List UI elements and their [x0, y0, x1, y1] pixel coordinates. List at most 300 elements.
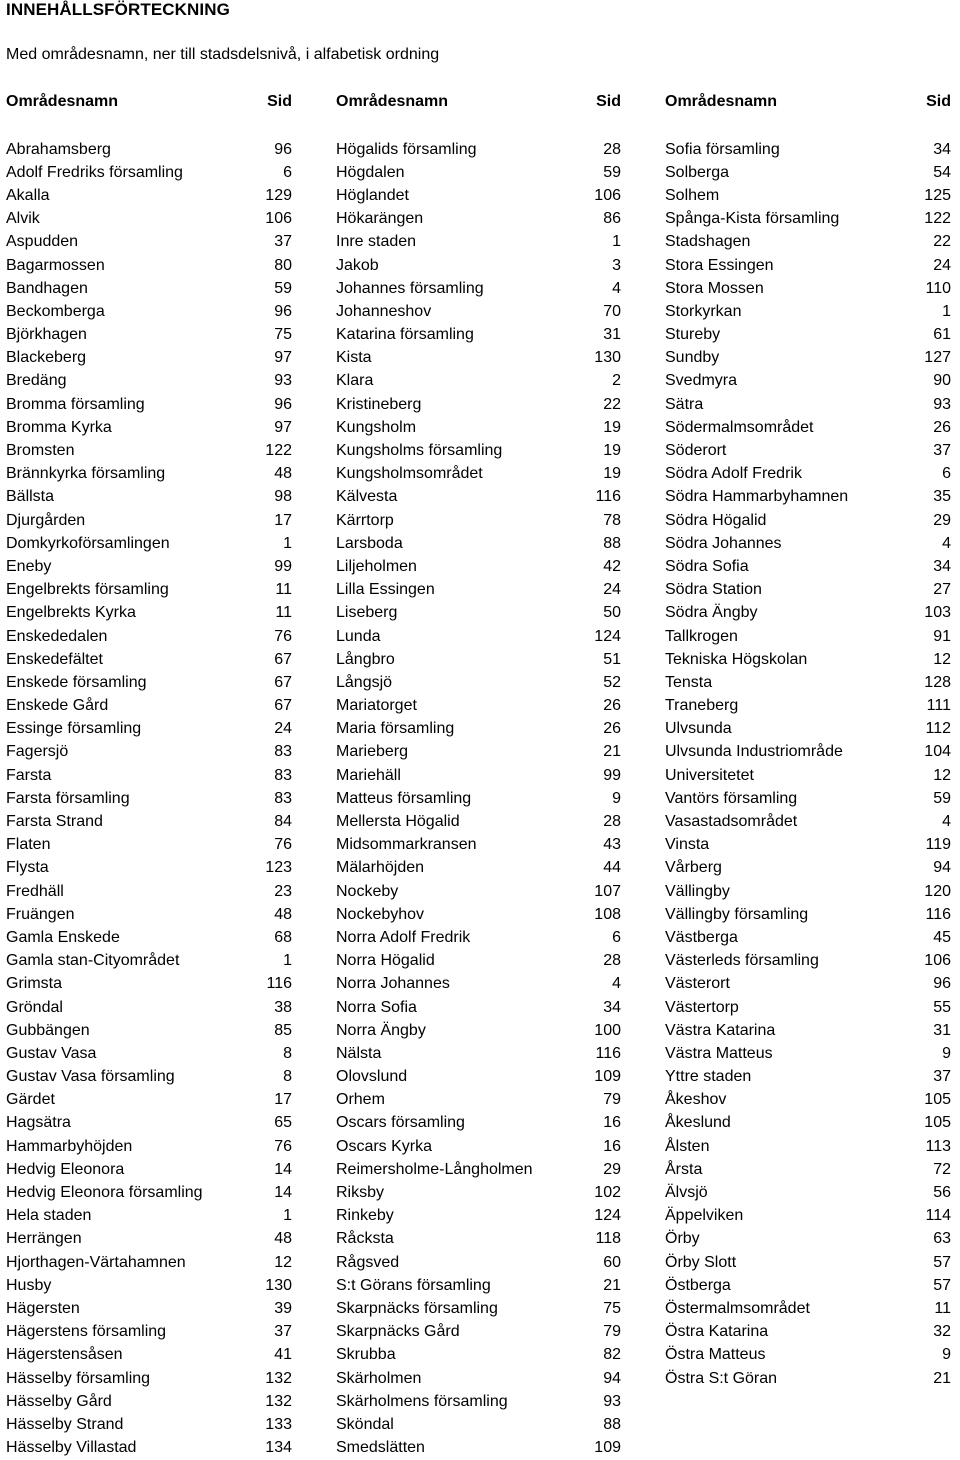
page-number: 29 [933, 511, 951, 529]
page-number: 86 [603, 210, 621, 228]
page-number: 72 [933, 1160, 951, 1178]
page-number: 22 [603, 395, 621, 413]
index-entry [336, 416, 621, 439]
area-name: Engelbrekts församling [6, 581, 169, 599]
index-entry [336, 161, 621, 184]
page-number: 34 [933, 140, 951, 158]
area-name: Västra Katarina [665, 1021, 776, 1039]
index-entry [665, 648, 951, 671]
index-entry [6, 810, 292, 833]
page-number: 106 [265, 210, 292, 228]
index-entry [665, 996, 951, 1019]
area-name: Älvsjö [665, 1184, 708, 1202]
page-number: 120 [924, 882, 951, 900]
area-name: Vantörs församling [665, 789, 798, 807]
page-number: 4 [942, 534, 951, 552]
area-name: Bromma Kyrka [6, 418, 112, 436]
index-entry [6, 1437, 292, 1460]
index-entry [336, 1066, 621, 1089]
header-area-name: Områdesnamn [336, 93, 449, 110]
index-entry [665, 1297, 951, 1320]
index-entry [336, 1390, 621, 1413]
area-name: S:t Görans församling [336, 1276, 491, 1294]
page-number: 107 [594, 882, 621, 900]
area-name: Gröndal [6, 998, 63, 1016]
page-number: 28 [603, 952, 621, 970]
area-name: Råcksta [336, 1230, 394, 1248]
index-entry [665, 416, 951, 439]
area-name: Västerort [665, 975, 730, 993]
page-number: 11 [275, 604, 292, 622]
area-name: Södra Hammarbyhamnen [665, 488, 849, 506]
area-name: Långsjö [336, 673, 393, 691]
area-name: Södermalmsområdet [665, 418, 814, 436]
area-name: Högdalen [336, 163, 405, 181]
index-entry [6, 1019, 292, 1042]
index-entry [336, 857, 621, 880]
page-number: 34 [933, 557, 951, 575]
area-name: Söderort [665, 442, 727, 460]
area-name: Aspudden [6, 233, 79, 251]
area-name: Fruängen [6, 905, 75, 923]
index-entry [665, 439, 951, 462]
index-entry [336, 834, 621, 857]
area-name: Västberga [665, 928, 738, 946]
page-number: 14 [274, 1184, 292, 1202]
area-name: Katarina församling [336, 326, 474, 344]
index-entry [665, 695, 951, 718]
area-name: Flysta [6, 859, 49, 877]
area-name: Kista [336, 349, 372, 367]
area-name: Klara [336, 372, 374, 390]
page-number: 83 [274, 789, 292, 807]
area-name: Kärrtorp [336, 511, 394, 529]
page-number: 31 [933, 1021, 951, 1039]
page-number: 17 [274, 1091, 292, 1109]
area-name: Äppelviken [665, 1207, 744, 1225]
index-entry [6, 996, 292, 1019]
index-entry [6, 764, 292, 787]
index-entry [6, 416, 292, 439]
area-name: Norra Ängby [336, 1021, 426, 1039]
page-number: 6 [612, 928, 621, 946]
page-number: 34 [603, 998, 621, 1016]
area-name: Hedvig Eleonora församling [6, 1184, 203, 1202]
index-entry [6, 439, 292, 462]
area-name: Sundby [665, 349, 720, 367]
index-entry [665, 208, 951, 231]
index-entry [6, 671, 292, 694]
index-entry [665, 764, 951, 787]
area-name: Yttre staden [665, 1068, 752, 1086]
index-entry [336, 231, 621, 254]
index-entry [6, 741, 292, 764]
page-number: 60 [603, 1253, 621, 1271]
area-name: Gustav Vasa församling [6, 1068, 175, 1086]
area-name: Essinge församling [6, 720, 142, 738]
index-entry [6, 579, 292, 602]
index-entry [336, 439, 621, 462]
area-name: Kungsholmsområdet [336, 465, 483, 483]
area-name: Mälarhöjden [336, 859, 425, 877]
index-entry [6, 370, 292, 393]
index-entry [336, 695, 621, 718]
page-number: 123 [265, 859, 292, 877]
area-name: Enskede Gård [6, 697, 109, 715]
area-name: Hökarängen [336, 210, 424, 228]
page-number: 76 [274, 836, 292, 854]
page-number: 16 [603, 1114, 621, 1132]
page-number: 27 [933, 581, 951, 599]
index-entry [665, 834, 951, 857]
page-number: 52 [603, 673, 621, 691]
page-number: 130 [594, 349, 621, 367]
index-entry [6, 1066, 292, 1089]
page-number: 8 [283, 1068, 292, 1086]
index-entry [6, 1297, 292, 1320]
index-entry [336, 1112, 621, 1135]
index-entry [665, 300, 951, 323]
index-entry [665, 486, 951, 509]
page-number: 82 [603, 1346, 621, 1364]
area-name: Tekniska Högskolan [665, 650, 808, 668]
page-number: 97 [274, 418, 292, 436]
page-number: 59 [933, 789, 951, 807]
area-name: Västerleds församling [665, 952, 819, 970]
page-number: 96 [274, 140, 292, 158]
index-entry [6, 880, 292, 903]
page-number: 37 [274, 1323, 292, 1341]
index-entry [336, 950, 621, 973]
area-name: Lunda [336, 627, 381, 645]
page-number: 67 [274, 697, 292, 715]
page-number: 4 [942, 813, 951, 831]
index-entry [6, 486, 292, 509]
page-number: 28 [603, 813, 621, 831]
area-name: Bromsten [6, 442, 75, 460]
page-number: 19 [603, 465, 621, 483]
page-number: 76 [274, 1137, 292, 1155]
index-entry [336, 1158, 621, 1181]
index-entry [665, 903, 951, 926]
index-entry [336, 463, 621, 486]
page-number: 128 [924, 673, 951, 691]
index-entry [665, 532, 951, 555]
area-name: Traneberg [665, 697, 739, 715]
index-entry [6, 161, 292, 184]
area-name: Västertorp [665, 998, 739, 1016]
index-entry [336, 324, 621, 347]
area-name: Maria församling [336, 720, 455, 738]
page-number: 24 [933, 256, 951, 274]
page-number: 79 [603, 1091, 621, 1109]
index-entry [6, 509, 292, 532]
page-number: 56 [933, 1184, 951, 1202]
page-number: 1 [283, 1207, 292, 1225]
page-number: 96 [274, 395, 292, 413]
index-entry [6, 950, 292, 973]
area-name: Höglandet [336, 186, 409, 204]
area-name: Grimsta [6, 975, 62, 993]
area-name: Olovslund [336, 1068, 408, 1086]
area-name: Stora Mossen [665, 279, 764, 297]
area-name: Alvik [6, 210, 40, 228]
index-entry [6, 1251, 292, 1274]
area-name: Skärholmens församling [336, 1392, 508, 1410]
page-number: 106 [924, 952, 951, 970]
index-entry [336, 1367, 621, 1390]
area-name: Bagarmossen [6, 256, 105, 274]
page-number: 93 [274, 372, 292, 390]
index-entry [6, 555, 292, 578]
index-entry [336, 555, 621, 578]
area-name: Herrängen [6, 1230, 82, 1248]
area-name: Hägersten [6, 1299, 80, 1317]
area-name: Södra Sofia [665, 557, 749, 575]
page-number: 44 [603, 859, 621, 877]
area-name: Södra Station [665, 581, 762, 599]
area-name: Södra Johannes [665, 534, 782, 552]
area-name: Sofia församling [665, 140, 780, 158]
page-number: 88 [603, 534, 621, 552]
page-number: 79 [603, 1323, 621, 1341]
index-entry [336, 1274, 621, 1297]
index-entry [6, 208, 292, 231]
page-number: 31 [603, 326, 621, 344]
index-entry [6, 184, 292, 207]
index-entry [665, 1181, 951, 1204]
area-name: Johanneshov [336, 302, 432, 320]
index-entry [665, 602, 951, 625]
index-entry [665, 555, 951, 578]
page-number: 55 [933, 998, 951, 1016]
page-number: 109 [594, 1439, 621, 1457]
index-entry [6, 648, 292, 671]
index-entry [336, 996, 621, 1019]
header-page: Sid [596, 93, 621, 110]
page-number: 19 [603, 442, 621, 460]
area-name: Ulvsunda Industriområde [665, 743, 843, 761]
area-name: Hjorthagen-Värtahamnen [6, 1253, 186, 1271]
page-number: 59 [603, 163, 621, 181]
index-entry [6, 1042, 292, 1065]
page-number: 39 [274, 1299, 292, 1317]
area-name: Ulvsunda [665, 720, 732, 738]
page-number: 103 [924, 604, 951, 622]
area-name: Norra Sofia [336, 998, 417, 1016]
area-name: Gamla Enskede [6, 928, 120, 946]
area-name: Enskededalen [6, 627, 108, 645]
index-entry [336, 393, 621, 416]
index-entry [6, 324, 292, 347]
page-number: 59 [274, 279, 292, 297]
index-entry [6, 787, 292, 810]
area-name: Norra Johannes [336, 975, 450, 993]
area-name: Midsommarkransen [336, 836, 477, 854]
area-name: Rågsved [336, 1253, 400, 1271]
page-number: 91 [933, 627, 951, 645]
page-number: 17 [274, 511, 292, 529]
area-name: Vasastadsområdet [665, 813, 798, 831]
area-name: Tensta [665, 673, 713, 691]
index-entry [336, 486, 621, 509]
index-entry [336, 648, 621, 671]
index-entry [6, 254, 292, 277]
index-entry [665, 671, 951, 694]
area-name: Fagersjö [6, 743, 69, 761]
index-entry [336, 973, 621, 996]
index-entry [336, 254, 621, 277]
index-entry [6, 1274, 292, 1297]
page-number: 37 [933, 442, 951, 460]
index-entry [336, 579, 621, 602]
page-subtitle: Med områdesnamn, ner till stadsdelsnivå, i alfabetisk ordning [6, 46, 440, 63]
page-number: 132 [265, 1392, 292, 1410]
area-name: Mariehäll [336, 766, 401, 784]
index-entry [665, 231, 951, 254]
page-number: 6 [283, 163, 292, 181]
page-number: 12 [933, 766, 951, 784]
page-number: 29 [603, 1160, 621, 1178]
page-number: 16 [603, 1137, 621, 1155]
page-number: 78 [603, 511, 621, 529]
index-entry [336, 532, 621, 555]
page-number: 68 [274, 928, 292, 946]
page-number: 12 [274, 1253, 292, 1271]
index-entry [665, 1251, 951, 1274]
index-entry [6, 1367, 292, 1390]
page-number: 57 [933, 1253, 951, 1271]
area-name: Nockeby [336, 882, 399, 900]
index-entry [6, 463, 292, 486]
page-number: 75 [603, 1299, 621, 1317]
area-name: Bromma församling [6, 395, 145, 413]
area-name: Tallkrogen [665, 627, 738, 645]
page-number: 88 [603, 1415, 621, 1433]
index-entry [6, 231, 292, 254]
page-number: 51 [603, 650, 621, 668]
area-name: Skärholmen [336, 1369, 422, 1387]
area-name: Bredäng [6, 372, 67, 390]
page-number: 42 [603, 557, 621, 575]
index-entry [665, 463, 951, 486]
area-name: Mellersta Högalid [336, 813, 460, 831]
page-number: 93 [603, 1392, 621, 1410]
index-entry [665, 787, 951, 810]
page-number: 35 [933, 488, 951, 506]
page-number: 50 [603, 604, 621, 622]
page-number: 116 [266, 975, 292, 993]
index-entry [336, 1413, 621, 1436]
index-entry [6, 718, 292, 741]
page-number: 4 [612, 279, 621, 297]
area-name: Nälsta [336, 1044, 382, 1062]
index-entry [665, 347, 951, 370]
page-number: 130 [265, 1276, 292, 1294]
page-number: 132 [265, 1369, 292, 1387]
area-name: Sköndal [336, 1415, 394, 1433]
page-number: 9 [942, 1346, 951, 1364]
area-name: Västra Matteus [665, 1044, 773, 1062]
index-entry [336, 718, 621, 741]
area-name: Stora Essingen [665, 256, 774, 274]
page-number: 26 [603, 697, 621, 715]
area-name: Larsboda [336, 534, 403, 552]
page-number: 37 [933, 1068, 951, 1086]
index-entry [6, 1344, 292, 1367]
area-name: Östra Matteus [665, 1346, 766, 1364]
index-column-3 [665, 92, 951, 1458]
index-entry [6, 532, 292, 555]
page-number: 24 [603, 581, 621, 599]
index-entry [336, 277, 621, 300]
page-number: 124 [594, 1207, 621, 1225]
area-name: Nockebyhov [336, 905, 425, 923]
index-entry [6, 1390, 292, 1413]
area-name: Universitetet [665, 766, 754, 784]
area-name: Lilla Essingen [336, 581, 435, 599]
area-name: Abrahamsberg [6, 140, 111, 158]
index-entry [665, 1367, 951, 1390]
index-entry [6, 1135, 292, 1158]
page-number: 67 [274, 673, 292, 691]
header-page: Sid [267, 93, 292, 110]
index-entry [336, 602, 621, 625]
area-name: Djurgården [6, 511, 86, 529]
area-name: Hässelby Villastad [6, 1439, 137, 1457]
index-entry [665, 579, 951, 602]
index-entry [665, 277, 951, 300]
page-number: 108 [594, 905, 621, 923]
index-entry [6, 903, 292, 926]
page-number: 1 [283, 534, 292, 552]
area-name: Hägerstensåsen [6, 1346, 123, 1364]
area-name: Vällingby församling [665, 905, 809, 923]
area-name: Farsta församling [6, 789, 130, 807]
index-entry [6, 695, 292, 718]
area-name: Hagsätra [6, 1114, 71, 1132]
page-number: 45 [933, 928, 951, 946]
page-number: 70 [603, 302, 621, 320]
area-name: Farsta Strand [6, 813, 103, 831]
index-entry [336, 1181, 621, 1204]
page-number: 26 [933, 418, 951, 436]
index-entry [6, 300, 292, 323]
area-name: Johannes församling [336, 279, 484, 297]
area-name: Gamla stan-Cityområdet [6, 952, 180, 970]
area-name: Orhem [336, 1091, 385, 1109]
index-entry [6, 277, 292, 300]
area-name: Svedmyra [665, 372, 738, 390]
page-number: 85 [274, 1021, 292, 1039]
area-name: Gärdet [6, 1091, 55, 1109]
header-area-name: Områdesnamn [665, 93, 778, 110]
index-entry [336, 880, 621, 903]
page-number: 48 [274, 905, 292, 923]
index-entry [6, 138, 292, 161]
area-name: Kungsholm [336, 418, 417, 436]
area-name: Blackeberg [6, 349, 87, 367]
page-number: 106 [594, 186, 621, 204]
index-entry [336, 1135, 621, 1158]
index-entry [336, 764, 621, 787]
index-entry [336, 300, 621, 323]
area-name: Reimersholme-Långholmen [336, 1160, 533, 1178]
index-entry [6, 602, 292, 625]
area-name: Eneby [6, 557, 52, 575]
index-entry [336, 370, 621, 393]
page-number: 48 [274, 1230, 292, 1248]
